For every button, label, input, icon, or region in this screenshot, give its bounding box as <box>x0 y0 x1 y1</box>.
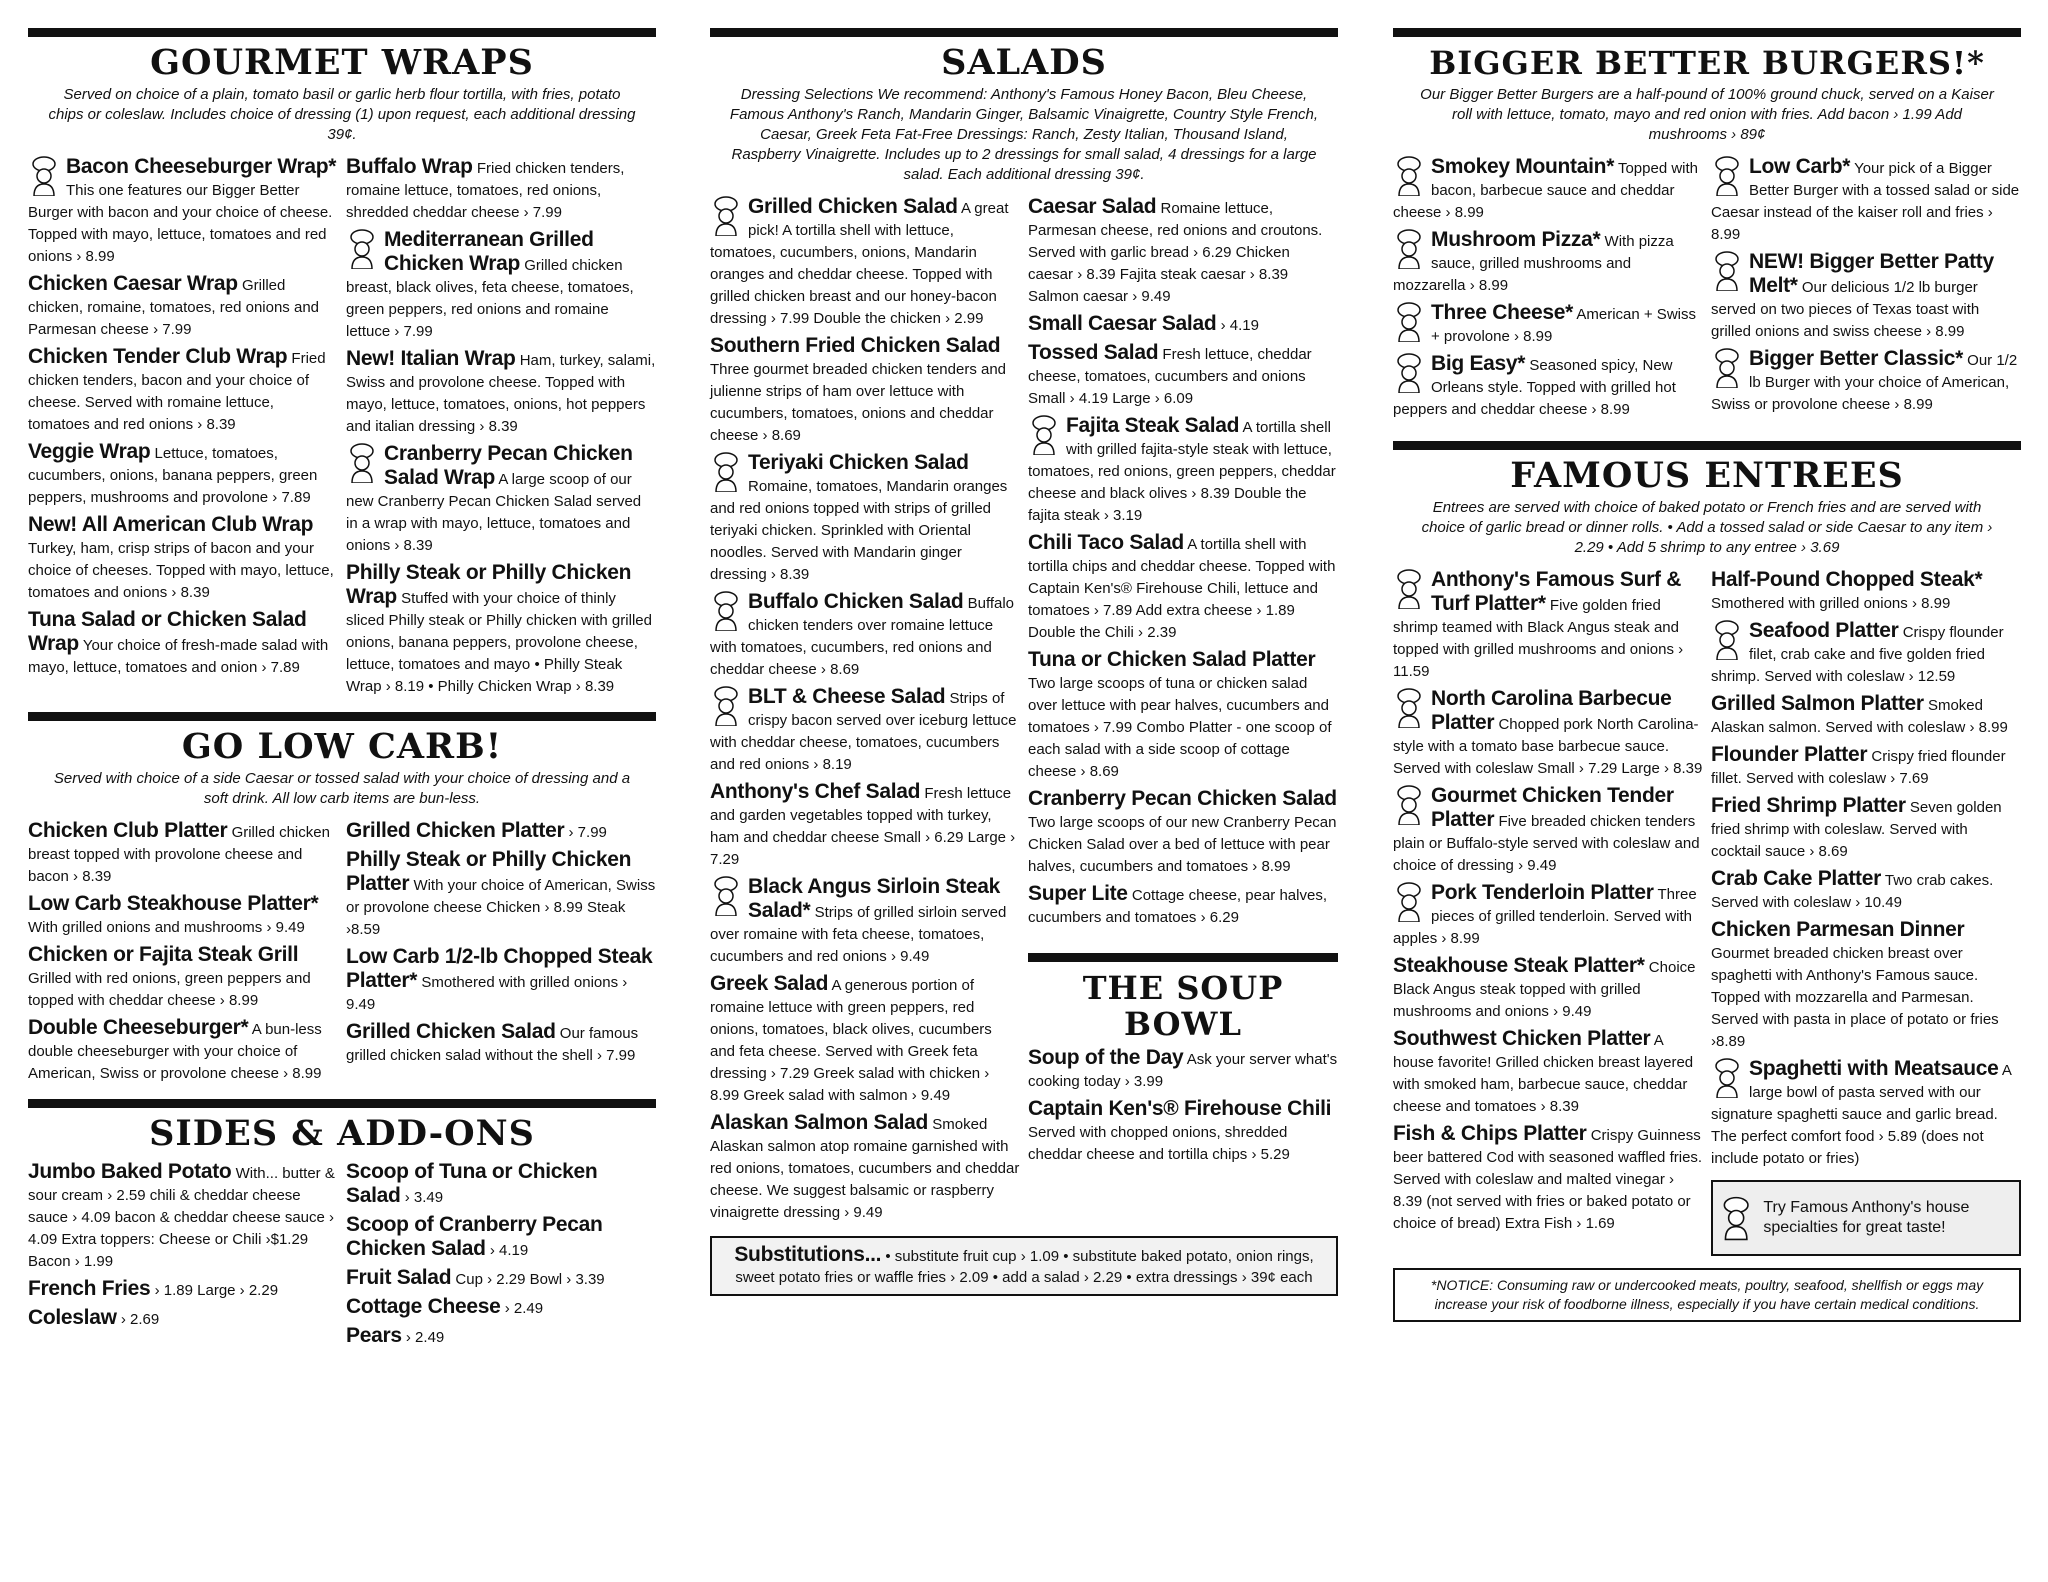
menu-item-name: Alaskan Salmon Salad <box>710 1111 929 1134</box>
menu-item-name: Soup of the Day <box>1028 1046 1184 1069</box>
menu-item-name: NEW! Bigger Better Patty Melt* <box>1749 250 1994 297</box>
divider <box>1393 441 2021 450</box>
menu-item-name: Scoop of Tuna or Chicken Salad <box>346 1160 598 1207</box>
menu-item-name: Mushroom Pizza* <box>1431 228 1601 251</box>
entrees-col-right <box>1711 564 2021 1256</box>
menu-item-name: Tuna or Chicken Salad Platter <box>1028 648 1316 671</box>
menu-item-name: Tuna Salad or Chicken Salad Wrap <box>28 608 307 655</box>
menu-item <box>28 441 338 509</box>
menu-item <box>1028 883 1338 929</box>
menu-item-name: Crab Cake Platter <box>1711 867 1881 890</box>
menu-item-description: Gourmet breaded chicken breast over spaghetti with Anthony's Famous sauce. Topped with mozzarella and Parmesan. Served with pasta in place of potato or fries ›8.89 <box>1711 945 1999 1050</box>
menu-item-description: A tortilla shell with grilled fajita-style steak with lettuce, tomatoes, red onions, green peppers, cheddar cheese and black olives › 8.39 Double the fajita steak › 3.19 <box>1028 419 1336 524</box>
divider <box>1028 953 1338 962</box>
menu-item-name: New! Italian Wrap <box>346 347 516 370</box>
menu-item-name: Grilled Chicken Salad <box>346 1020 556 1043</box>
menu-item-description: Stuffed with your choice of thinly sliced Philly steak or Philly chicken with grilled onions, banana peppers, provolone cheese, lettuce, tomatoes and mayo • Philly Steak Wrap › 8.19 • Philly Chicken Wrap › 8.39 <box>346 590 652 695</box>
menu-item <box>28 1278 338 1302</box>
menu-item <box>1028 1047 1338 1093</box>
menu-item <box>28 1161 338 1273</box>
section-title-soup: THE SOUP BOWL <box>1082 969 1284 1043</box>
menu-item-name: New! All American Club Wrap <box>28 513 314 536</box>
menu-item <box>710 452 1020 586</box>
menu-item-name: Tossed Salad <box>1028 341 1159 364</box>
lowcarb-col-right <box>346 815 656 1085</box>
menu-item-description: › 2.49 <box>504 1300 544 1317</box>
menu-item-name: Fajita Steak Salad <box>1066 414 1240 437</box>
menu-item <box>1393 1028 1703 1118</box>
menu-item-name: Chicken Tender Club Wrap <box>28 345 288 368</box>
menu-item <box>346 1214 656 1262</box>
substitutions-box <box>710 1236 1338 1296</box>
menu-item <box>28 820 338 888</box>
menu-item <box>1711 156 2021 246</box>
menu-item-description: Grilled chicken breast, black olives, feta cheese, tomatoes, green peppers, red onions and romaine lettuce › 7.99 <box>346 257 634 340</box>
menu-item-description: Our delicious 1/2 lb burger served on two pieces of Texas toast with grilled onions and swiss cheese › 8.99 <box>1711 279 1980 340</box>
divider <box>1393 28 2021 37</box>
menu-item-name: Captain Ken's® Firehouse Chili <box>1028 1097 1332 1120</box>
menu-item-description: Cup › 2.29 Bowl › 3.39 <box>455 1271 605 1288</box>
menu-item-name: Black Angus Sirloin Steak Salad* <box>748 875 1000 922</box>
menu-item-name: Southwest Chicken Platter <box>1393 1027 1651 1050</box>
menu-item-name: Cranberry Pecan Chicken Salad <box>1028 787 1337 810</box>
menu-item <box>710 781 1020 871</box>
chef-icon <box>1393 882 1425 922</box>
sides-col-right <box>346 1156 656 1349</box>
entrees-col-left <box>1393 564 1703 1256</box>
menu-item-description: With... butter & sour cream › 2.59 chili & cheddar cheese sauce › 4.09 bacon & cheddar cheese sauce › 4.09 Extra toppers: Cheese or Chili ›$1.29 Bacon › 1.99 <box>28 1165 335 1270</box>
menu-item-name: Cranberry Pecan Chicken Salad Wrap <box>384 442 633 489</box>
menu-item-description: Two large scoops of tuna or chicken salad over lettuce with pear halves, cucumbers and tomatoes › 7.99 Combo Platter - one scoop of each salad with a side scoop of cottage cheese › 8.69 <box>1028 675 1332 780</box>
specialties-text: Try Famous Anthony's house specialties for great taste! <box>1763 1199 1970 1236</box>
wraps-col-right <box>346 151 656 698</box>
menu-item <box>346 1325 656 1349</box>
chef-icon <box>1393 229 1425 269</box>
section-title-salads: SALADS <box>941 42 1107 83</box>
menu-item <box>1028 342 1338 410</box>
menu-item <box>710 591 1020 681</box>
menu-item-description: Grilled chicken, romaine, tomatoes, red onions and Parmesan cheese › 7.99 <box>28 277 319 338</box>
wraps-description: Served on choice of a plain, tomato basil or garlic herb flour tortilla, with fries, potato chips or coleslaw. Includes choice of dressing (1) upon request, each additional dressing 39¢. <box>48 86 636 143</box>
menu-item <box>346 1161 656 1209</box>
menu-item-description: › 3.49 <box>404 1189 444 1206</box>
menu-item <box>28 609 338 679</box>
menu-item-description: › 4.19 <box>489 1242 529 1259</box>
menu-item <box>1711 569 2021 615</box>
menu-item <box>1028 1098 1338 1166</box>
menu-item <box>710 686 1020 776</box>
menu-item-name: Buffalo Chicken Salad <box>748 590 964 613</box>
menu-item-name: Fish & Chips Platter <box>1393 1122 1587 1145</box>
section-title-lowcarb: GO LOW CARB! <box>181 726 503 767</box>
menu-item <box>28 273 338 341</box>
chef-icon <box>710 452 742 492</box>
salads-col-left <box>710 191 1020 1224</box>
menu-item <box>1393 156 1703 224</box>
entrees-items <box>1393 564 2021 1256</box>
menu-item-description: Smothered with grilled onions › 9.49 <box>346 974 628 1013</box>
menu-item-name: Small Caesar Salad <box>1028 312 1217 335</box>
menu-item-description: Smoked Alaskan salmon atop romaine garnished with red onions, tomatoes, cucumbers and cheddar cheese. We suggest balsamic or raspberry vinaigrette dressing › 9.49 <box>710 1116 1020 1221</box>
menu-item-description: American + Swiss + provolone › 8.99 <box>1431 306 1696 345</box>
menu-item-description: › 1.89 Large › 2.29 <box>154 1282 279 1299</box>
chef-icon <box>710 686 742 726</box>
menu-item-description: A bun-less double cheeseburger with your choice of American, Swiss or provolone cheese › 8.99 <box>28 1021 322 1082</box>
chef-icon <box>1711 251 1743 291</box>
menu-item-name: Super Lite <box>1028 882 1128 905</box>
chef-icon <box>1393 569 1425 609</box>
menu-item-name: Cottage Cheese <box>346 1295 501 1318</box>
menu-item-name: Low Carb 1/2-lb Chopped Steak Platter* <box>346 945 653 992</box>
soup-items <box>1028 1047 1338 1166</box>
wraps-col-left <box>28 151 338 698</box>
lowcarb-description: Served with choice of a side Caesar or tossed salad with your choice of dressing and a soft drink. All low carb items are bun-less. <box>53 770 631 807</box>
menu-item <box>1393 353 1703 421</box>
chef-icon <box>1393 156 1425 196</box>
menu-item <box>28 514 338 604</box>
chef-icon <box>1028 415 1060 455</box>
menu-item-name: Grilled Chicken Platter <box>346 819 565 842</box>
salads-description: Dressing Selections We recommend: Anthony's Famous Honey Bacon, Bleu Cheese, Famous Anthony's Ranch, Mandarin Ginger, Balsamic Vinaigrette, Country Style French, Caesar, Greek Feta Fat-Free Dressings: Ranch, Zesty Italian, Thousand Island, Raspberry Vinaigrette. Includes up to 2 dressings for small salad, 4 dressings for a large salad. Each additional dressing 39¢. <box>729 86 1319 183</box>
menu-item-name: Gourmet Chicken Tender Platter <box>1431 784 1674 831</box>
menu-item-name: Flounder Platter <box>1711 743 1868 766</box>
chef-icon <box>1711 1058 1743 1098</box>
menu-item-name: North Carolina Barbecue Platter <box>1431 687 1672 734</box>
menu-item <box>346 946 656 1016</box>
menu-item-description: Fried chicken tenders, bacon and your choice of cheese. Served with romaine lettuce, tomatoes and red onions › 8.39 <box>28 350 326 433</box>
menu-item-description: Crispy Guinness beer battered Cod with seasoned waffled fries. Served with coleslaw and malted vinegar › 8.39 (not served with fries or baked potato or choice of bread) Extra Fish › 1.69 <box>1393 1127 1703 1232</box>
menu-item-name: Anthony's Famous Surf & Turf Platter* <box>1431 568 1682 615</box>
menu-item <box>28 944 338 1012</box>
menu-item <box>346 820 656 844</box>
chef-icon <box>346 443 378 483</box>
menu-item-description: Chopped pork North Carolina-style with a tomato base barbecue sauce. Served with coleslaw Small › 7.29 Large › 8.39 <box>1393 716 1703 777</box>
column-left <box>28 28 656 1349</box>
menu-item-name: Southern Fried Chicken Salad <box>710 334 1001 357</box>
menu-item-name: Jumbo Baked Potato <box>28 1160 232 1183</box>
menu-item-description: › 4.19 <box>1220 317 1259 334</box>
menu-item-name: Teriyaki Chicken Salad <box>748 451 969 474</box>
menu-item-description: › 7.99 <box>568 824 607 841</box>
menu-item-description: Five golden fried shrimp teamed with Black Angus steak and topped with grilled mushrooms and onions › 11.59 <box>1393 597 1684 680</box>
column-middle <box>710 28 1338 1296</box>
menu-item <box>1393 1123 1703 1235</box>
menu-item <box>346 229 656 343</box>
section-title-burgers: BIGGER BETTER BURGERS!* <box>1429 44 1985 82</box>
menu-item-name: Chicken Club Platter <box>28 819 228 842</box>
menu-item-name: Veggie Wrap <box>28 440 151 463</box>
menu-item-name: Smokey Mountain* <box>1431 155 1615 178</box>
divider <box>28 1099 656 1108</box>
section-title-entrees: FAMOUS ENTREES <box>1510 455 1904 496</box>
menu-item-name: Buffalo Wrap <box>346 155 473 178</box>
menu-item <box>1393 785 1703 877</box>
chef-icon <box>710 591 742 631</box>
entrees-description: Entrees are served with choice of baked potato or French fries and are served with choice of garlic bread or dinner rolls. • Add a tossed salad or side Caesar to any item › 2.29 • Add 5 shrimp to any entree › 3.69 <box>1421 499 1993 556</box>
menu-item-name: Double Cheeseburger* <box>28 1016 249 1039</box>
menu-item <box>346 1267 656 1291</box>
lowcarb-col-left <box>28 815 338 1085</box>
menu-item-name: Chicken or Fajita Steak Grill <box>28 943 299 966</box>
menu-item <box>1393 955 1703 1023</box>
chef-icon <box>710 196 742 236</box>
menu-item-description: Smoked Alaskan salmon. Served with coleslaw › 8.99 <box>1711 697 2008 736</box>
menu-item-name: Pork Tenderloin Platter <box>1431 881 1654 904</box>
chef-icon <box>1393 688 1425 728</box>
menu-item-description: A large scoop of our new Cranberry Pecan Chicken Salad served in a wrap with mayo, lettuce, tomatoes and onions › 8.39 <box>346 471 642 554</box>
menu-item-name: Spaghetti with Meatsauce <box>1749 1057 1999 1080</box>
menu-item-name: Grilled Chicken Salad <box>748 195 958 218</box>
menu-item-description: Ask your server what's cooking today › 3.99 <box>1028 1051 1338 1090</box>
menu-item-description: › 2.49 <box>405 1329 445 1346</box>
burgers-description: Our Bigger Better Burgers are a half-pound of 100% ground chuck, served on a Kaiser roll with lettuce, tomato, mayo and red onion with fries. Add bacon › 1.99 Add mushrooms › 89¢ <box>1420 86 1994 143</box>
menu-item-name: Bacon Cheeseburger Wrap* <box>66 155 337 178</box>
chef-icon <box>346 229 378 269</box>
menu-item-name: Caesar Salad <box>1028 195 1157 218</box>
sides-items <box>28 1156 656 1349</box>
menu-item-description: Fresh lettuce, cheddar cheese, tomatoes, cucumbers and onions Small › 4.19 Large › 6.09 <box>1028 346 1312 407</box>
menu-item-description: A large bowl of pasta served with our signature spaghetti sauce and garlic bread. The perfect comfort food › 5.89 (does not include potato or fries) <box>1711 1062 2012 1167</box>
burgers-col-right <box>1711 151 2021 421</box>
menu-item <box>1028 415 1338 527</box>
menu-item-description: › 2.69 <box>120 1311 160 1328</box>
menu-item-description: Your choice of fresh-made salad with mayo, lettuce, tomatoes and onion › 7.89 <box>28 637 329 676</box>
menu-item-name: Three Cheese* <box>1431 301 1574 324</box>
menu-item-name: Low Carb Steakhouse Platter* <box>28 892 319 915</box>
menu-item-description: Three pieces of grilled tenderloin. Served with apples › 8.99 <box>1393 886 1697 947</box>
menu-item <box>346 443 656 557</box>
menu-item-description: Crispy fried flounder fillet. Served with coleslaw › 7.69 <box>1711 748 2006 787</box>
menu-item-description: With pizza sauce, grilled mushrooms and mozzarella › 8.99 <box>1393 233 1674 294</box>
menu-item <box>1393 229 1703 297</box>
burgers-items <box>1393 151 2021 421</box>
menu-item-description: This one features our Bigger Better Burger with bacon and your choice of cheese. Topped with mayo, lettuce, tomatoes and red onions › 8.99 <box>28 182 333 265</box>
chef-icon <box>1719 1188 1753 1248</box>
menu-item <box>1711 348 2021 416</box>
menu-item-name: Fruit Salad <box>346 1266 452 1289</box>
soup-section <box>1028 953 1338 1166</box>
menu-item <box>1028 196 1338 308</box>
menu-item-description: Our famous grilled chicken salad without the shell › 7.99 <box>346 1025 639 1064</box>
menu-item-name: Chili Taco Salad <box>1028 531 1184 554</box>
entrees-col-right-list <box>1711 569 2021 1170</box>
menu-item <box>1711 868 2021 914</box>
menu-item <box>1711 251 2021 343</box>
menu-item <box>710 335 1020 447</box>
menu-item-description: Fresh lettuce and garden vegetables topped with turkey, ham and cheddar cheese Small › 6.29 Large › 7.29 <box>710 785 1016 868</box>
menu-item <box>346 562 656 698</box>
menu-item-description: A tortilla shell with tortilla chips and cheddar cheese. Topped with Captain Ken's® Firehouse Chili, lettuce and tomatoes › 7.89 Add extra cheese › 1.89 Double the Chili › 2.39 <box>1028 536 1336 641</box>
divider <box>710 28 1338 37</box>
divider <box>28 712 656 721</box>
menu-item-name: Bigger Better Classic* <box>1749 347 1963 370</box>
menu-item <box>1711 744 2021 790</box>
menu-item <box>1028 649 1338 783</box>
menu-item-description: With grilled onions and mushrooms › 9.49 <box>28 919 305 936</box>
menu-item-description: Two crab cakes. Served with coleslaw › 10.49 <box>1711 872 1994 911</box>
chef-icon <box>1393 302 1425 342</box>
menu-item <box>1393 569 1703 683</box>
menu-item <box>346 1296 656 1320</box>
sides-col-left <box>28 1156 338 1349</box>
lowcarb-items <box>28 815 656 1085</box>
menu-item-description: Lettuce, tomatoes, cucumbers, onions, banana peppers, green peppers, mushrooms and provolone › 7.89 <box>28 445 318 506</box>
menu-item-name: Grilled Salmon Platter <box>1711 692 1924 715</box>
menu-item-name: BLT & Cheese Salad <box>748 685 946 708</box>
section-title-wraps: GOURMET WRAPS <box>150 42 534 83</box>
menu-item-description: Seasoned spicy, New Orleans style. Topped with grilled hot peppers and cheddar cheese › 8.99 <box>1393 357 1676 418</box>
menu-item-description: Romaine, tomatoes, Mandarin oranges and red onions topped with strips of grilled teriyaki chicken. Sprinkled with Oriental noodles. Served with Mandarin ginger dressing › 8.39 <box>710 478 1008 583</box>
menu-item-name: Greek Salad <box>710 972 829 995</box>
chef-icon <box>710 876 742 916</box>
menu-item-description: Five breaded chicken tenders plain or Buffalo-style served with coleslaw and choice of dressing › 9.49 <box>1393 813 1700 874</box>
section-title-sides: SIDES & ADD-ONS <box>149 1113 535 1154</box>
menu-item-description: Cottage cheese, pear halves, cucumbers and tomatoes › 6.29 <box>1028 887 1327 926</box>
menu-item-description: Our 1/2 lb Burger with your choice of American, Swiss or provolone cheese › 8.99 <box>1711 352 2018 413</box>
menu-item-description: Strips of crispy bacon served over iceburg lettuce with cheddar cheese, tomatoes, cucumbers and red onions › 8.19 <box>710 690 1017 773</box>
divider <box>28 28 656 37</box>
menu-item-name: Chicken Caesar Wrap <box>28 272 238 295</box>
menu-item-name: Mediterranean Grilled Chicken Wrap <box>384 228 594 275</box>
specialties-box <box>1711 1180 2021 1256</box>
salads-col-right <box>1028 191 1338 1224</box>
menu-item-name: Fried Shrimp Platter <box>1711 794 1906 817</box>
menu-item-name: Philly Steak or Philly Chicken Wrap <box>346 561 632 608</box>
menu-item <box>1711 620 2021 688</box>
salads-items <box>710 191 1338 1224</box>
menu-item <box>346 156 656 224</box>
menu-item-name: Coleslaw <box>28 1306 117 1329</box>
menu-item-description: Ham, turkey, salami, Swiss and provolone cheese. Topped with mayo, lettuce, tomatoes, onions, hot peppers and italian dressing › 8.39 <box>346 352 656 435</box>
menu-item <box>28 893 338 939</box>
chef-icon <box>1711 156 1743 196</box>
menu-item-description: Your pick of a Bigger Better Burger with a tossed salad or side Caesar instead of the kaiser roll and fries › 8.99 <box>1711 160 2020 243</box>
chef-icon <box>1393 785 1425 825</box>
menu-item <box>1711 1058 2021 1170</box>
menu-item <box>1028 788 1338 878</box>
menu-item <box>346 849 656 941</box>
menu-item <box>1711 693 2021 739</box>
menu-item <box>710 1112 1020 1224</box>
menu-item-description: Grilled chicken breast topped with provolone cheese and bacon › 8.39 <box>28 824 330 885</box>
menu-item-description: A generous portion of romaine lettuce with green peppers, red onions, tomatoes, black olives, cucumbers and feta cheese. Served with Greek feta dressing › 7.29 Greek salad with chicken › 8.99 Greek salad with salmon › 9.49 <box>710 977 992 1104</box>
menu-item-name: Philly Steak or Philly Chicken Platter <box>346 848 632 895</box>
menu-item <box>1711 919 2021 1053</box>
chef-icon <box>1711 348 1743 388</box>
menu-item <box>710 196 1020 330</box>
menu-item <box>1711 795 2021 863</box>
substitutions-label: Substitutions... <box>734 1243 882 1266</box>
menu-item-description: Turkey, ham, crisp strips of bacon and your choice of cheeses. Topped with mayo, lettuce, tomatoes and onions › 8.39 <box>28 540 334 601</box>
menu-item-description: A great pick! A tortilla shell with lettuce, tomatoes, cucumbers, onions, Mandarin oranges and cheddar cheese. Topped with grilled chicken breast and our honey-bacon dressing › 7.99 Double the chicken › 2.99 <box>710 200 1009 327</box>
menu-item-description: Fried chicken tenders, romaine lettuce, tomatoes, red onions, shredded cheddar cheese › 7.99 <box>346 160 625 221</box>
menu-item-name: Half-Pound Chopped Steak* <box>1711 568 1983 591</box>
chef-icon <box>1393 353 1425 393</box>
menu-item-name: Big Easy* <box>1431 352 1526 375</box>
menu-item-name: Chicken Parmesan Dinner <box>1711 918 1965 941</box>
menu-item <box>1393 882 1703 950</box>
menu-item <box>28 1017 338 1085</box>
menu-item <box>1393 688 1703 780</box>
menu-item <box>1028 313 1338 337</box>
menu-item-description: Topped with bacon, barbecue sauce and cheddar cheese › 8.99 <box>1393 160 1699 221</box>
menu-item-description: A house favorite! Grilled chicken breast layered with smoked ham, barbecue sauce, cheddar cheese and tomatoes › 8.39 <box>1393 1032 1694 1115</box>
menu-item-name: French Fries <box>28 1277 151 1300</box>
menu-item-description: Two large scoops of our new Cranberry Pecan Chicken Salad over a bed of lettuce with pear halves, cucumbers and tomatoes › 8.99 <box>1028 814 1337 875</box>
chef-icon <box>1711 620 1743 660</box>
salads-col-right-list <box>1028 196 1338 929</box>
menu-item <box>346 1021 656 1067</box>
menu-item-description: Buffalo chicken tenders over romaine lettuce with tomatoes, cucumbers, red onions and cheddar cheese › 8.69 <box>710 595 1015 678</box>
menu-item-description: Seven golden fried shrimp with coleslaw. Served with cocktail sauce › 8.69 <box>1711 799 2002 860</box>
menu-item-description: With your choice of American, Swiss or provolone cheese Chicken › 8.99 Steak ›8.59 <box>346 877 656 938</box>
menu-item-name: Steakhouse Steak Platter* <box>1393 954 1645 977</box>
burgers-col-left <box>1393 151 1703 421</box>
column-right <box>1393 28 2021 1322</box>
menu-item <box>28 156 338 268</box>
menu-item-name: Low Carb* <box>1749 155 1851 178</box>
menu-item-description: Crispy flounder filet, crab cake and five golden fried shrimp. Served with coleslaw › 12.59 <box>1711 624 2004 685</box>
menu-item-name: Anthony's Chef Salad <box>710 780 921 803</box>
menu-item <box>28 346 338 436</box>
menu-item-description: Romaine lettuce, Parmesan cheese, red onions and croutons. Served with garlic bread › 6.29 Chicken caesar › 8.39 Fajita steak caesar › 8.39 Salmon caesar › 9.49 <box>1028 200 1323 305</box>
menu-item <box>1393 302 1703 348</box>
menu-item-description: Grilled with red onions, green peppers and topped with cheddar cheese › 8.99 <box>28 970 311 1009</box>
menu-item <box>1028 532 1338 644</box>
menu-item-description: Choice Black Angus steak topped with grilled mushrooms and onions › 9.49 <box>1393 959 1696 1020</box>
menu-item-description: Strips of grilled sirloin served over romaine with feta cheese, tomatoes, cucumbers and red onions › 9.49 <box>710 904 1007 965</box>
menu-item <box>346 348 656 438</box>
menu-item <box>28 1307 338 1331</box>
wraps-items <box>28 151 656 698</box>
menu-item-description: Three gourmet breaded chicken tenders and julienne strips of ham over lettuce with cucumbers, tomatoes, onions and cheddar cheese › 8.69 <box>710 361 1007 444</box>
menu-item <box>710 973 1020 1107</box>
substitutions-text: • substitute fruit cup › 1.09 • substitute baked potato, onion rings, sweet potato fries or waffle fries › 2.09 • add a salad › 2.29 • extra dressings › 39¢ each <box>735 1248 1314 1286</box>
menu-item-name: Seafood Platter <box>1749 619 1899 642</box>
chef-icon <box>28 156 60 196</box>
menu-item <box>710 876 1020 968</box>
menu-item-description: Smothered with grilled onions › 8.99 <box>1711 595 1951 612</box>
menu-item-name: Pears <box>346 1324 402 1347</box>
menu-item-description: Served with chopped onions, shredded cheddar cheese and tortilla chips › 5.29 <box>1028 1124 1290 1163</box>
notice-box: *NOTICE: Consuming raw or undercooked meats, poultry, seafood, shellfish or eggs may increase your risk of foodborne illness, especially if you have certain medical conditions. <box>1393 1268 2021 1322</box>
menu-item-name: Scoop of Cranberry Pecan Chicken Salad <box>346 1213 603 1260</box>
